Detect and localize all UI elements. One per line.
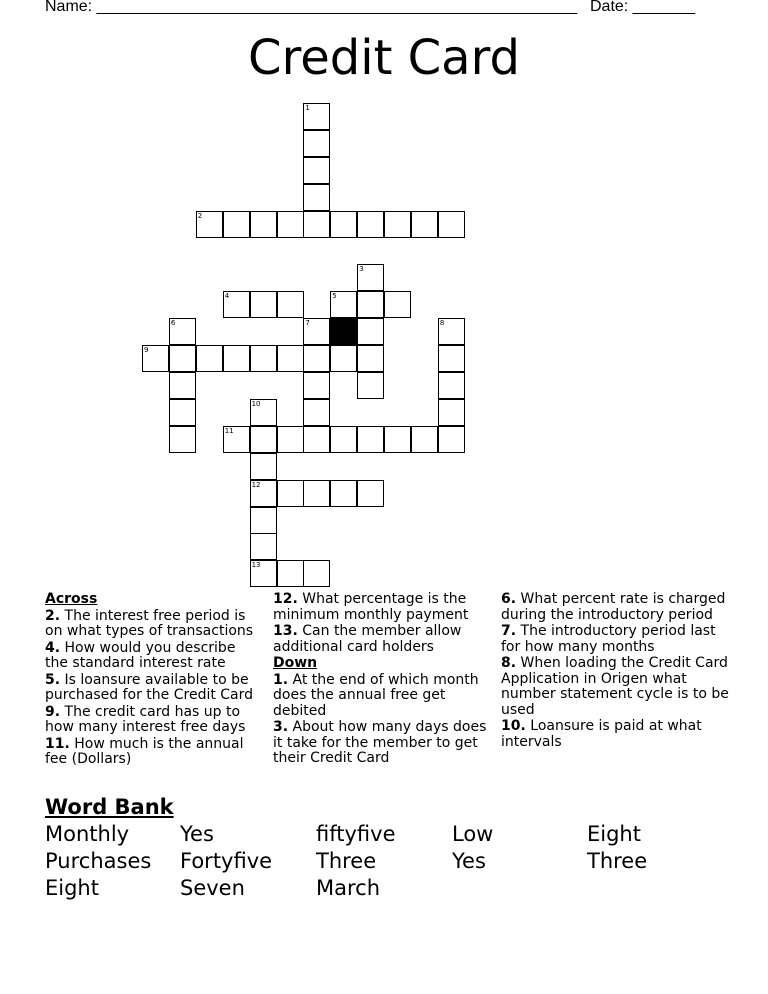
word-bank-item: Purchases <box>45 849 152 873</box>
cell-number: 7 <box>305 319 310 328</box>
grid-cell[interactable] <box>169 426 196 453</box>
grid-cell[interactable] <box>277 291 304 318</box>
clue-across-4: 4. How would you describe the standard interest rate <box>45 639 236 671</box>
cell-number: 8 <box>439 319 445 328</box>
clue-down-8: 8. When loading the Credit Card Application in Origen what number statement cycle is to be used <box>501 655 729 718</box>
grid-cell[interactable] <box>303 103 330 130</box>
word-bank-item: Seven <box>180 876 245 900</box>
grid-cell[interactable] <box>250 426 277 453</box>
grid-cell[interactable] <box>223 291 250 318</box>
word-bank-item: Fortyfive <box>180 849 273 873</box>
grid-cell[interactable] <box>303 399 330 426</box>
grid-cell[interactable] <box>357 480 384 507</box>
clues-column-3 <box>501 592 731 751</box>
grid-cell[interactable] <box>330 211 357 238</box>
grid-cell[interactable] <box>250 211 277 238</box>
grid-cell[interactable] <box>277 480 304 507</box>
clue-down-7: 7. The introductory period last for how many months <box>501 623 716 655</box>
grid-cell[interactable] <box>250 453 277 480</box>
clue-across-9: 9. The credit card has up to how many interest free days <box>45 703 246 735</box>
cell-number: 2 <box>197 211 203 220</box>
blocked-cell[interactable] <box>330 318 357 345</box>
grid-cell[interactable] <box>303 560 330 587</box>
grid-cell[interactable] <box>277 345 304 372</box>
grid-cell[interactable] <box>223 426 250 453</box>
word-bank-title: Word Bank <box>45 795 174 819</box>
grid-cell[interactable] <box>303 318 330 345</box>
grid-cell[interactable] <box>357 318 384 345</box>
grid-cell[interactable] <box>196 211 223 238</box>
grid-cell[interactable] <box>357 426 384 453</box>
word-bank-item: Three <box>316 849 377 873</box>
page-title: Credit Card <box>248 30 520 86</box>
word-bank-item: Eight <box>587 822 641 846</box>
word-bank-item: Monthly <box>45 822 130 846</box>
grid-cell[interactable] <box>277 211 304 238</box>
grid-cell[interactable] <box>384 291 411 318</box>
clue-down-10: 10. Loansure is paid at what intervals <box>501 718 702 750</box>
down-heading: Down <box>273 655 318 671</box>
cell-number: 4 <box>224 292 230 301</box>
grid-cell[interactable] <box>223 211 250 238</box>
cell-number: 3 <box>359 265 364 274</box>
grid-cell[interactable] <box>411 426 438 453</box>
grid-cell[interactable] <box>169 372 196 399</box>
grid-cell[interactable] <box>438 399 465 426</box>
cell-number: 9 <box>144 346 149 355</box>
grid-cell[interactable] <box>303 184 330 211</box>
clue-across-11: 11. How much is the annual fee (Dollars) <box>45 735 244 767</box>
grid-cell[interactable] <box>384 211 411 238</box>
grid-cell[interactable] <box>169 318 196 345</box>
cell-number: 5 <box>332 292 337 301</box>
grid-cell[interactable] <box>438 345 465 372</box>
grid-cell[interactable] <box>142 345 169 372</box>
grid-cell[interactable] <box>330 480 357 507</box>
grid-cell[interactable] <box>303 211 330 238</box>
grid-cell[interactable] <box>357 345 384 372</box>
grid-cell[interactable] <box>303 372 330 399</box>
clue-across-5: 5. Is loansure available to be purchased for the Credit Card <box>45 671 254 703</box>
grid-cell[interactable] <box>303 480 330 507</box>
grid-cell[interactable] <box>223 345 250 372</box>
grid-cell[interactable] <box>438 372 465 399</box>
word-bank-item: Eight <box>45 876 99 900</box>
grid-cell[interactable] <box>357 264 384 291</box>
word-bank-item: Yes <box>180 822 214 846</box>
clues-column-1 <box>45 592 260 769</box>
grid-cell[interactable] <box>250 560 277 587</box>
grid-cell[interactable] <box>357 291 384 318</box>
grid-cell[interactable] <box>250 399 277 426</box>
grid-cell[interactable] <box>384 426 411 453</box>
clues-column-2 <box>273 592 488 768</box>
grid-cell[interactable] <box>250 345 277 372</box>
grid-cell[interactable] <box>250 291 277 318</box>
grid-cell[interactable] <box>411 211 438 238</box>
grid-cell[interactable] <box>250 533 277 560</box>
grid-cell[interactable] <box>277 560 304 587</box>
word-bank-item: March <box>316 876 381 900</box>
clue-down-1: 1. At the end of which month does the annual free get debited <box>273 671 479 719</box>
grid-cell[interactable] <box>357 211 384 238</box>
grid-cell[interactable] <box>303 345 330 372</box>
grid-cell[interactable] <box>330 291 357 318</box>
clue-across-12: 12. What percentage is the minimum monthly payment <box>273 591 469 623</box>
grid-cell[interactable] <box>169 399 196 426</box>
cell-number: 12 <box>251 480 261 489</box>
clue-across-2: 2. The interest free period is on what types of transactions <box>45 607 254 639</box>
grid-cell[interactable] <box>330 345 357 372</box>
grid-cell[interactable] <box>357 372 384 399</box>
clue-down-3: 3. About how many days does it take for the member to get their Credit Card <box>273 719 487 766</box>
grid-cell[interactable] <box>330 426 357 453</box>
name-field-label: Name: ______________________________________________________ <box>45 0 578 15</box>
grid-cell[interactable] <box>438 426 465 453</box>
grid-cell[interactable] <box>277 426 304 453</box>
cell-number: 10 <box>251 399 261 408</box>
word-bank-item: Three <box>587 849 648 873</box>
cell-number: 1 <box>305 104 310 112</box>
word-bank-item: Yes <box>452 849 486 873</box>
across-heading: Across <box>45 591 98 607</box>
clue-across-13: 13. Can the member allow additional card holders <box>273 623 462 655</box>
cell-number: 6 <box>170 319 176 328</box>
grid-cell[interactable] <box>196 345 223 372</box>
grid-cell[interactable] <box>303 130 330 157</box>
cell-number: 13 <box>251 561 261 570</box>
grid-cell[interactable] <box>303 426 330 453</box>
clue-down-6: 6. What percent rate is charged during the introductory period <box>501 591 726 623</box>
cell-number: 11 <box>224 426 234 435</box>
grid-cell[interactable] <box>438 211 465 238</box>
grid-cell[interactable] <box>250 507 277 534</box>
grid-cell[interactable] <box>250 480 277 507</box>
grid-cell[interactable] <box>169 345 196 372</box>
word-bank-item: Low <box>452 822 494 846</box>
word-bank-item: fiftyfive <box>316 822 396 846</box>
grid-cell[interactable] <box>438 318 465 345</box>
grid-cell[interactable] <box>303 157 330 184</box>
date-field-label: Date: _______ <box>590 0 695 15</box>
